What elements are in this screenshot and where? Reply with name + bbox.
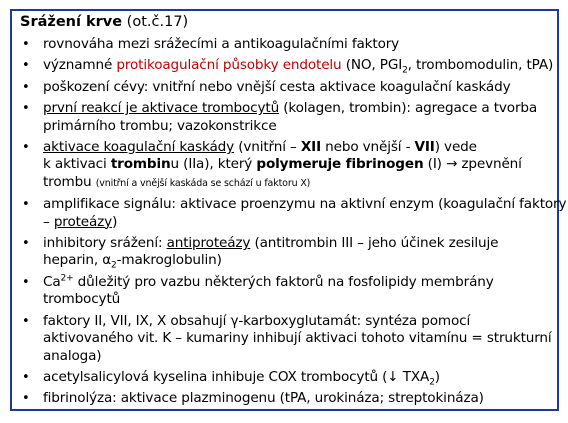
title-rest: (ot.č.17) [122, 14, 189, 30]
item-text: trombu [43, 173, 96, 190]
item-text: aktivovaného vit. K – kumariny inhibují aktivaci tohoto vitamínu = strukturní [43, 330, 552, 347]
list-item [20, 274, 549, 309]
item-text: významné [43, 57, 117, 74]
item-text: ) vede [434, 139, 477, 156]
item-text: trombocytů [43, 291, 121, 308]
item-text: amplifikace signálu: aktivace proenzymu na aktivní enzym (koagulační faktory [43, 196, 567, 213]
underlined-text: antiproteázy [166, 235, 251, 252]
bold-text: VII [414, 139, 435, 156]
underlined-text: první reakcí je aktivace trombocytů [43, 100, 280, 117]
bold-text: trombin [110, 156, 171, 173]
item-text: poškození cévy: vnitřní nebo vnější cesta aktivace koagulační kaskády [43, 78, 511, 95]
subscript: 2 [402, 66, 408, 77]
bold-text: XII [300, 139, 321, 156]
item-text: – [43, 213, 54, 230]
item-text: -makroglobulin) [116, 252, 222, 269]
bold-text: polymeruje fibrinogen [256, 156, 424, 173]
list-item [20, 369, 549, 386]
slide-frame [10, 9, 567, 411]
list-item [20, 196, 567, 231]
list-item [20, 390, 549, 407]
item-text: fibrinolýza: aktivace plazminogenu (tPA, urokináza; streptokináza) [43, 390, 484, 407]
subscript: 2 [429, 377, 435, 388]
item-text: ) [434, 368, 440, 385]
list-item [20, 100, 549, 135]
item-text: inhibitory srážení: [43, 235, 167, 252]
item-text: Ca [43, 273, 61, 290]
item-text: (antitrombin III – jeho účinek zesiluje [250, 235, 499, 252]
list-item [20, 57, 554, 77]
list-item [20, 36, 549, 53]
item-text: u (IIa), který [170, 156, 257, 173]
list-item [20, 139, 549, 192]
item-text: acetylsalicylová kyselina inhibuje COX trombocytů (↓ TXA [43, 368, 430, 385]
list-item [20, 235, 549, 270]
item-text: (I) → zpevnění [423, 156, 522, 173]
item-text: důležitý pro vazbu některých faktorů na fosfolipidy membrány [73, 273, 494, 290]
slide-title [20, 13, 549, 32]
item-text: (vnitřní – [234, 139, 301, 156]
item-text: (NO, PGI [341, 57, 403, 74]
list-item [20, 312, 552, 365]
item-text: k aktivaci [43, 156, 111, 173]
item-text: primárního trombu; vazokonstrikce [43, 117, 277, 134]
underlined-text: proteázy [53, 213, 113, 230]
item-text: nebo vnější - [321, 139, 415, 156]
item-text: (kolagen, trombin): agregace a tvorba [279, 100, 538, 117]
item-text: faktory II, VII, IX, X obsahují γ-karboxyglutamát: syntéza pomocí [43, 312, 471, 329]
superscript: 2+ [60, 273, 74, 284]
item-text: rovnováha mezi srážecími a antikoagulačními faktory [43, 36, 400, 52]
subscript: 2 [111, 261, 117, 272]
highlight-text: protikoagulační působky endotelu [116, 57, 342, 74]
item-text: analoga) [43, 347, 102, 364]
small-note: (vnitřní a vnější kaskáda se schází u faktoru X) [95, 177, 311, 189]
underlined-text: aktivace koagulační kaskády [43, 139, 235, 156]
bullet-list [20, 36, 567, 408]
list-item [20, 79, 549, 96]
title-bold: Srážení krve [20, 14, 123, 30]
item-text: , trombomodulin, tPA) [407, 57, 554, 74]
item-text: heparin, α [43, 252, 112, 269]
item-text: ) [112, 213, 118, 230]
